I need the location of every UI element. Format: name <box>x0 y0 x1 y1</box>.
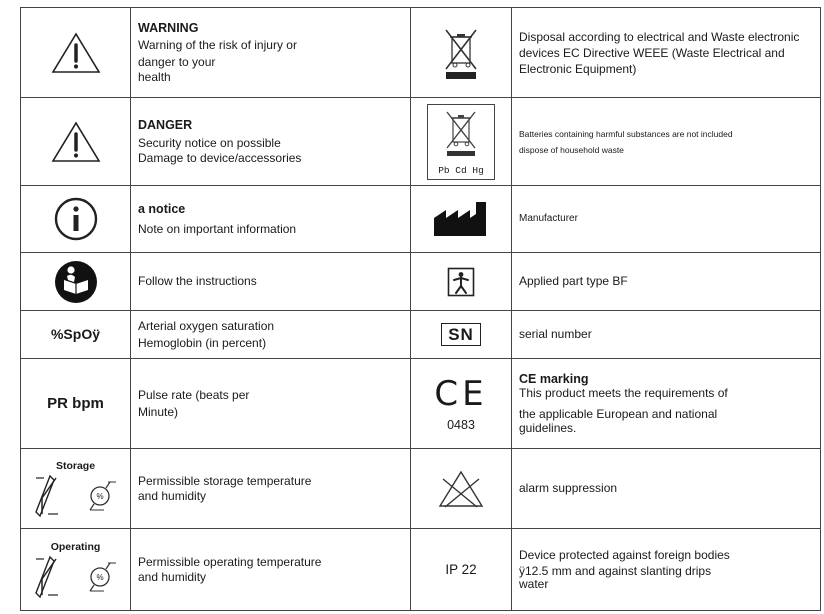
text-line: Batteries containing harmful substances are not included <box>519 128 733 139</box>
ce-marking-icon <box>411 359 512 449</box>
table-row <box>21 98 821 186</box>
text-line: Damage to device/accessories <box>138 150 302 165</box>
pulse-rate-symbol <box>21 359 131 449</box>
svg-text:%: % <box>95 572 104 582</box>
text-line: Device protected against foreign bodies <box>519 547 730 562</box>
text-line: Minute) <box>138 404 179 419</box>
text-line: Warning of the risk of injury or <box>138 37 297 52</box>
applied-part-description: Applied part type BF <box>512 253 821 311</box>
text-line: danger to your <box>138 55 216 69</box>
serial-number-symbol <box>411 311 512 359</box>
ce-mark-glyph: CE <box>434 373 488 414</box>
weee-description: Disposal according to electrical and Waste electronic devices EC Directive WEEE (Waste Electrical and Electronic Equipment) <box>512 8 821 98</box>
text-line: ÿ12.5 mm and against slanting drips <box>519 563 712 578</box>
follow-instructions-icon <box>21 253 131 311</box>
text-line: and humidity <box>138 569 207 584</box>
spo2-symbol <box>21 311 131 359</box>
text-line: water <box>519 576 549 591</box>
table-row <box>21 8 821 98</box>
storage-temperature-humidity-icon <box>21 449 131 529</box>
ip-rating-label: IP 22 <box>445 561 477 577</box>
follow-instructions-description: Follow the instructions <box>131 253 411 311</box>
ce-marking-title: CE marking <box>519 371 589 386</box>
ip-rating-description <box>512 529 821 611</box>
operating-description <box>131 529 411 611</box>
pulse-rate-description <box>131 359 411 449</box>
text-line: Arterial oxygen saturation <box>138 319 275 333</box>
warning-description <box>131 8 411 98</box>
ip-rating-symbol <box>411 529 512 611</box>
ce-marking-description <box>512 359 821 449</box>
operating-temperature-humidity-icon <box>21 529 131 611</box>
notice-description <box>131 186 411 253</box>
danger-description <box>131 98 411 186</box>
info-circle-icon <box>21 186 131 253</box>
warning-triangle-icon <box>21 8 131 98</box>
text-line: Hemoglobin (in percent) <box>138 335 267 350</box>
spo2-label: %SpOÿ <box>50 325 100 342</box>
warning-title: WARNING <box>138 21 199 35</box>
text-line: Permissible operating temperature <box>138 555 322 569</box>
table-row <box>21 186 821 253</box>
manufacturer-description: Manufacturer <box>512 186 821 253</box>
table-row <box>21 359 821 449</box>
alarm-suppression-icon <box>411 449 512 529</box>
text-line: Note on important information <box>138 221 297 236</box>
spo2-description <box>131 311 411 359</box>
text-line: Permissible storage temperature <box>138 474 312 488</box>
text-line: and humidity <box>138 488 207 503</box>
serial-number-label: SN <box>441 323 481 346</box>
text-line: dispose of household waste <box>519 144 624 155</box>
text-line: This product meets the requirements of <box>519 386 728 400</box>
text-line: Pulse rate (beats per <box>138 388 250 402</box>
battery-disposal-icon <box>411 98 512 186</box>
notified-body-number: 0483 <box>447 417 475 432</box>
notice-title: a notice <box>138 202 186 216</box>
table-row <box>21 529 821 611</box>
applied-part-bf-icon <box>411 253 512 311</box>
serial-number-description: serial number <box>512 311 821 359</box>
table-row <box>21 253 821 311</box>
storage-caption: Storage <box>55 459 96 472</box>
text-line: guidelines. <box>519 421 577 435</box>
text-line: the applicable European and national <box>519 406 718 421</box>
storage-description <box>131 449 411 529</box>
pulse-rate-label: PR bpm <box>47 394 104 412</box>
table-row <box>21 311 821 359</box>
alarm-suppression-description: alarm suppression <box>512 449 821 529</box>
svg-text:%: % <box>95 491 104 501</box>
battery-chemicals-label: Pb Cd Hg <box>438 164 484 176</box>
danger-triangle-icon <box>21 98 131 186</box>
text-line: Security notice on possible <box>138 136 281 151</box>
weee-crossed-bin-icon <box>411 8 512 98</box>
danger-title: DANGER <box>138 117 193 132</box>
text-line: health <box>138 69 171 84</box>
manufacturer-factory-icon <box>411 186 512 253</box>
table-row <box>21 449 821 529</box>
symbol-table <box>20 7 821 611</box>
operating-caption: Operating <box>50 540 101 553</box>
battery-description <box>512 98 821 186</box>
